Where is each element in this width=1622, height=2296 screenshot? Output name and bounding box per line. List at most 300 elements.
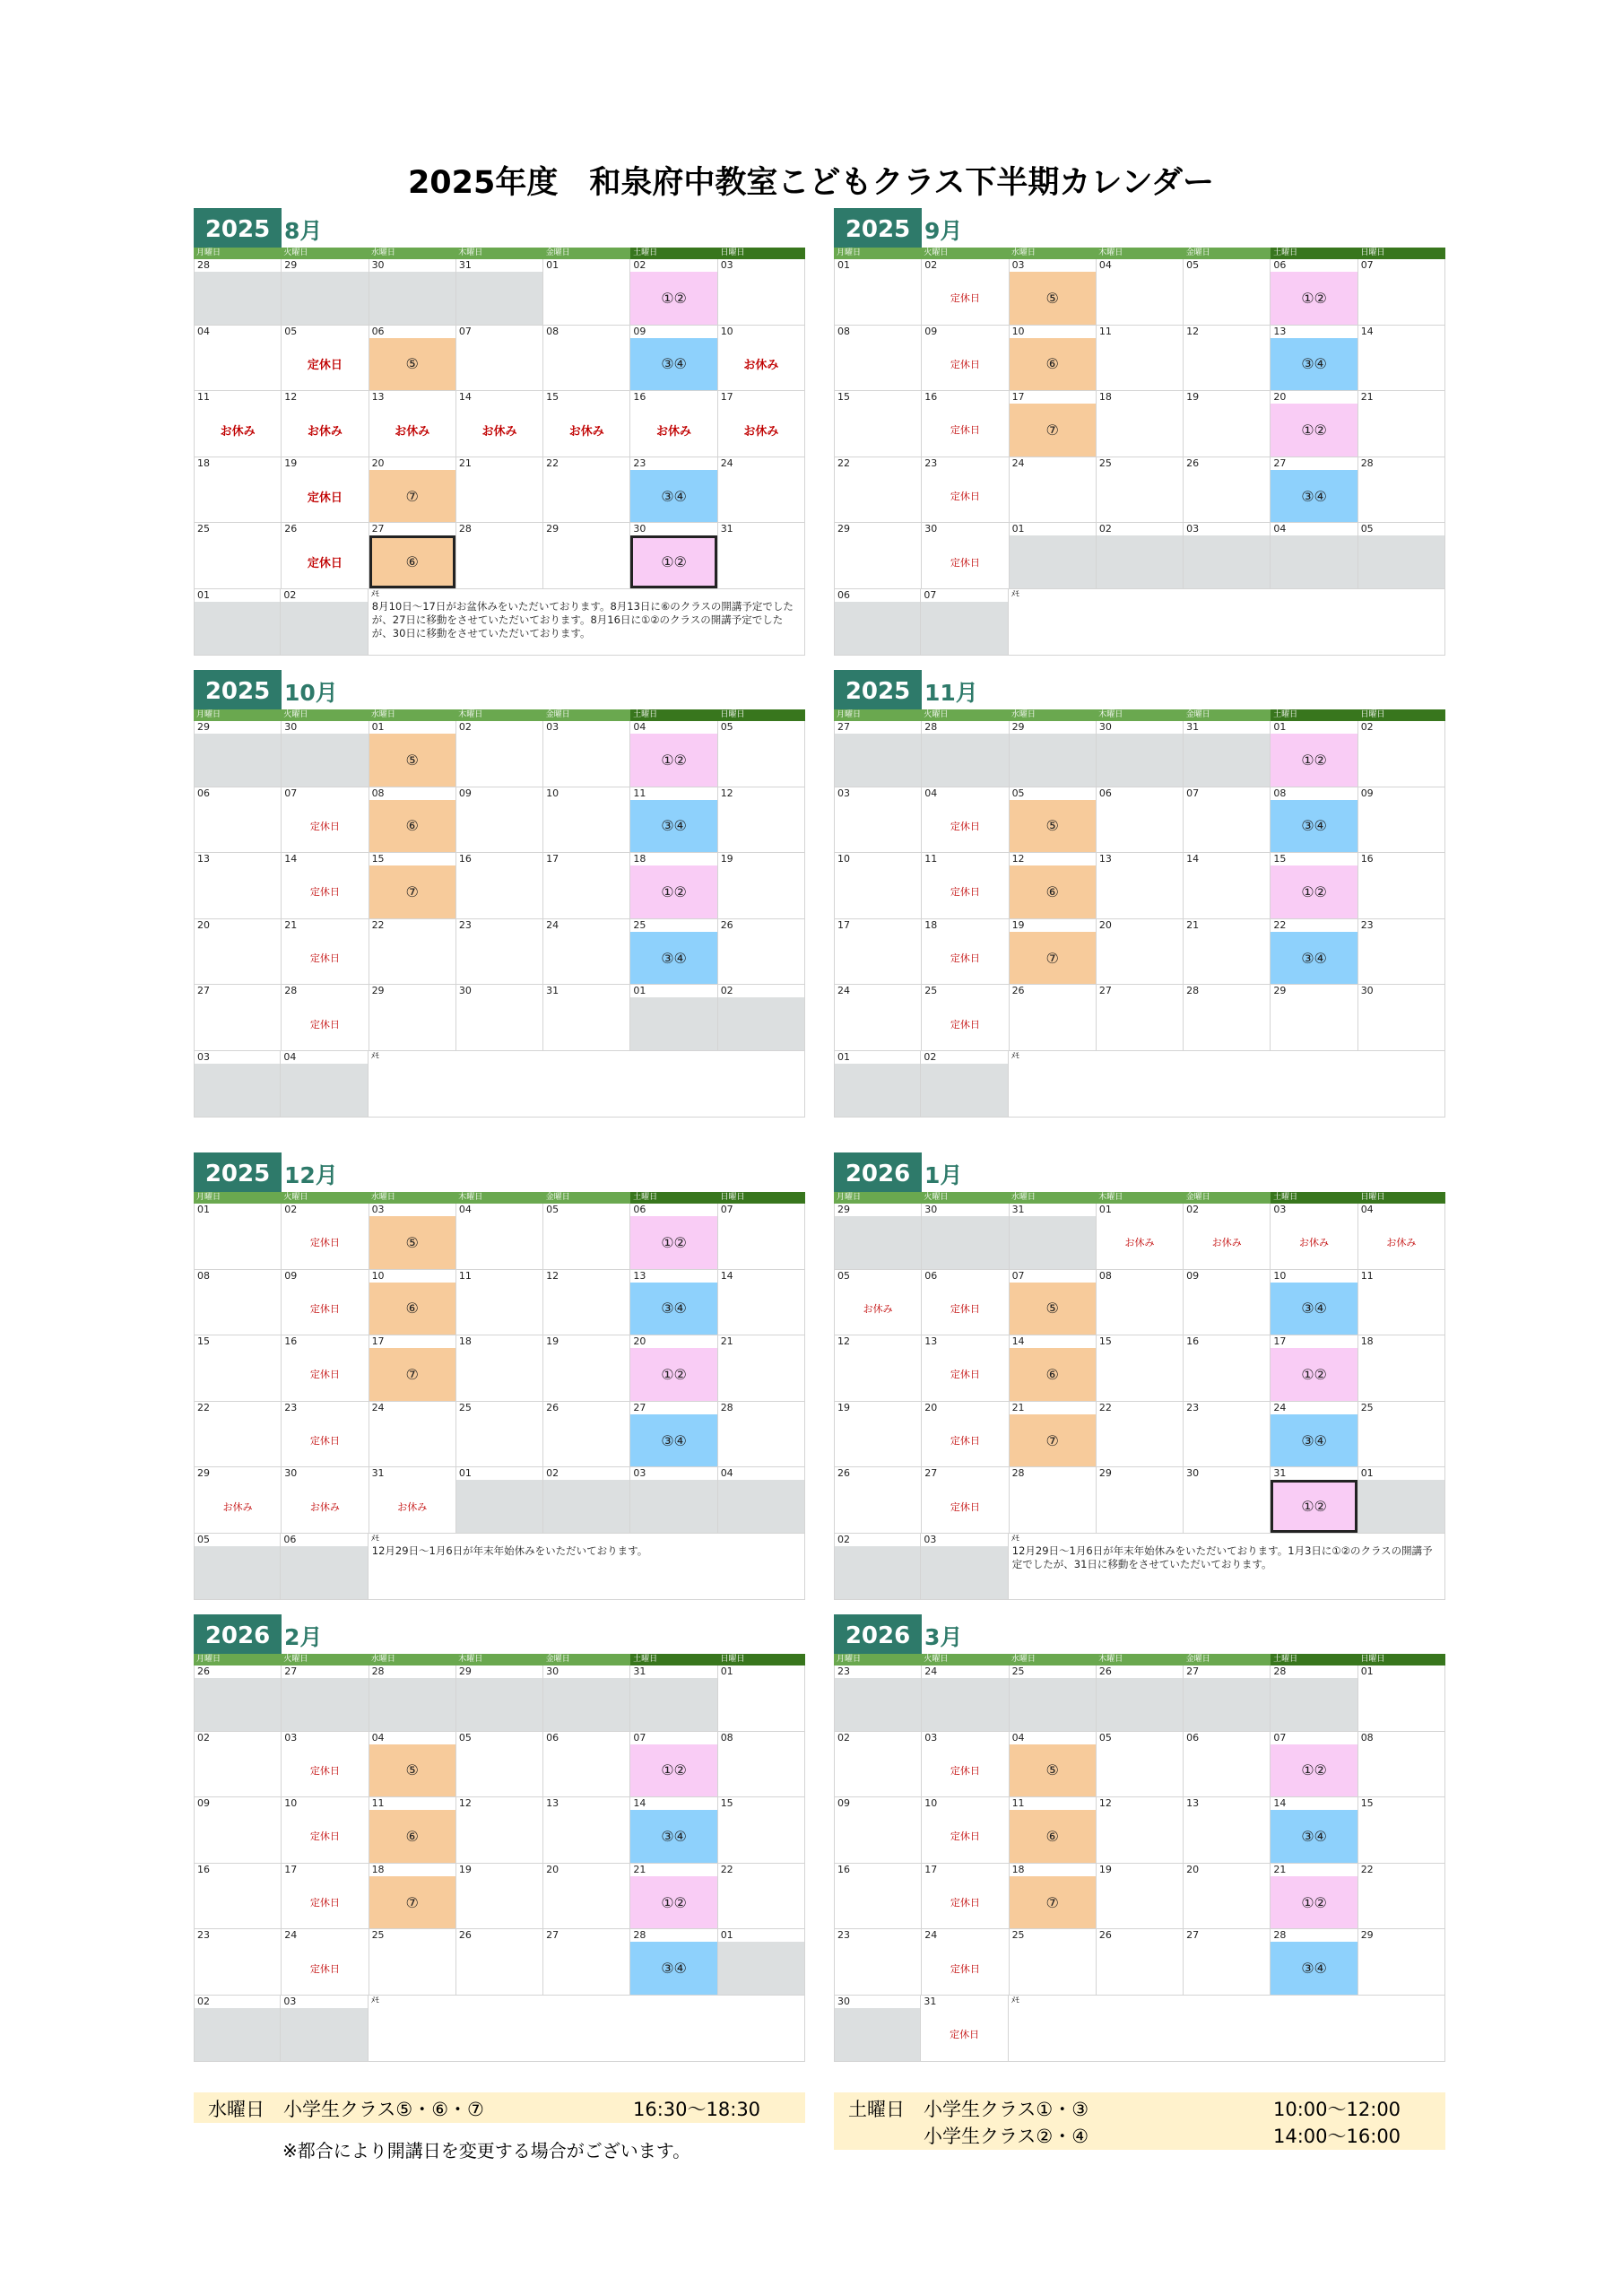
- day-cell: [834, 1402, 922, 1468]
- weekday-label: 火曜日: [281, 1654, 368, 1665]
- day-cell: [456, 853, 543, 919]
- day-number: 04: [456, 1204, 542, 1216]
- year-badge: 2026: [834, 1152, 922, 1192]
- day-cell: [834, 1797, 922, 1864]
- day-number: 21: [1358, 391, 1444, 404]
- day-cell: [834, 919, 922, 986]
- day-body: [1358, 1480, 1444, 1533]
- day-number: 26: [282, 523, 368, 535]
- day-number: 14: [1184, 853, 1270, 865]
- day-body: [543, 1348, 629, 1401]
- day-cell: [369, 985, 456, 1051]
- day-cell: [282, 721, 369, 787]
- day-cell: [630, 721, 717, 787]
- day-body: [282, 338, 368, 391]
- day-body: [1010, 1876, 1096, 1929]
- day-number: 19: [543, 1335, 629, 1348]
- day-number: 20: [630, 1335, 716, 1348]
- holiday-label: 定休日: [309, 886, 340, 899]
- day-cell: [1097, 457, 1184, 524]
- day-body: [369, 338, 455, 391]
- day-cell: [718, 787, 805, 854]
- day-body: [281, 1064, 367, 1117]
- day-cell: [922, 1270, 1009, 1336]
- day-body: [922, 404, 1008, 457]
- class-mark: ③④: [1301, 1431, 1327, 1449]
- year-badge: 2025: [834, 670, 922, 709]
- day-body: [835, 2008, 920, 2061]
- weekday-label: 日曜日: [718, 709, 805, 721]
- day-body: [282, 1414, 368, 1467]
- day-body: [456, 1414, 542, 1467]
- day-body: [1097, 734, 1183, 787]
- day-cell: [194, 1864, 282, 1930]
- day-cell: [922, 259, 1009, 326]
- day-cell: [1358, 1929, 1445, 1996]
- day-number: 02: [835, 1732, 921, 1744]
- day-body: [1010, 404, 1096, 457]
- week-row: [834, 721, 1445, 787]
- schedule-sat-time1: 10:00～12:00: [1273, 2099, 1401, 2120]
- weekday-label: 土曜日: [1271, 709, 1357, 721]
- day-body: [1097, 1283, 1183, 1335]
- day-number: 03: [1184, 523, 1270, 535]
- day-body: [1010, 932, 1096, 985]
- day-body: [543, 1216, 629, 1269]
- day-number: 08: [835, 326, 921, 338]
- day-number: 30: [543, 1665, 629, 1678]
- day-body: [543, 535, 629, 588]
- weekday-label: 金曜日: [543, 709, 630, 721]
- class-mark: ③④: [661, 1300, 687, 1318]
- schedule-saturday: [834, 2092, 1445, 2150]
- month-label: 1月: [924, 1162, 963, 1188]
- calendar-header: [834, 208, 1445, 248]
- day-number: 26: [543, 1402, 629, 1414]
- day-body: [718, 1414, 804, 1467]
- holiday-label: 定休日: [950, 1369, 980, 1381]
- day-body: [1097, 865, 1183, 918]
- day-body: [1184, 338, 1270, 391]
- day-number: 24: [1271, 1402, 1357, 1414]
- day-cell: [282, 1797, 369, 1864]
- day-number: 19: [456, 1864, 542, 1876]
- day-number: 22: [195, 1402, 281, 1414]
- weekday-label: 水曜日: [369, 248, 455, 259]
- week-row: [194, 1665, 805, 1732]
- day-body: [369, 1678, 455, 1731]
- day-body: [718, 1678, 804, 1731]
- day-number: 30: [630, 523, 716, 535]
- weekday-label: 月曜日: [834, 1192, 921, 1204]
- day-body: [1358, 470, 1444, 523]
- memo-label: ﾒﾓ: [1010, 1051, 1019, 1061]
- day-number: 04: [922, 787, 1008, 800]
- day-body: [369, 535, 455, 588]
- calendar-jan-2026: [834, 1152, 1445, 1600]
- day-number: 14: [1358, 326, 1444, 338]
- day-cell: [194, 1797, 282, 1864]
- day-cell: [194, 853, 282, 919]
- day-number: 05: [1358, 523, 1444, 535]
- day-number: 07: [456, 326, 542, 338]
- day-body: [718, 1744, 804, 1797]
- day-cell: [1010, 1270, 1097, 1336]
- holiday-label: お休み: [743, 359, 779, 373]
- day-number: 16: [1184, 1335, 1270, 1348]
- day-number: 20: [922, 1402, 1008, 1414]
- day-body: [1097, 1216, 1183, 1269]
- day-body: [1184, 1678, 1270, 1731]
- day-cell: [194, 919, 282, 986]
- day-cell: [194, 326, 282, 392]
- day-number: 14: [1271, 1797, 1357, 1810]
- day-cell: [456, 721, 543, 787]
- memo-day-cell: [194, 1996, 281, 2062]
- day-number: 22: [1358, 1864, 1444, 1876]
- day-number: 26: [1097, 1665, 1183, 1678]
- class-mark: ①②: [661, 289, 687, 307]
- schedule-wed-time: 16:30～18:30: [633, 2099, 761, 2120]
- year-badge: 2026: [834, 1614, 922, 1654]
- week-row: [834, 391, 1445, 457]
- day-body: [1271, 1876, 1357, 1929]
- day-number: 30: [282, 721, 368, 734]
- day-number: 12: [282, 391, 368, 404]
- day-number: 13: [1097, 853, 1183, 865]
- day-number: 28: [922, 721, 1008, 734]
- day-body: [835, 1480, 921, 1533]
- day-cell: [1097, 1204, 1184, 1270]
- weekday-label: 水曜日: [1009, 1192, 1096, 1204]
- day-cell: [543, 457, 630, 524]
- day-body: [543, 800, 629, 853]
- week-row: [834, 1467, 1445, 1534]
- day-number: 25: [1097, 457, 1183, 470]
- class-mark: ③④: [1301, 487, 1327, 505]
- weekday-label: 土曜日: [630, 1192, 717, 1204]
- day-number: 29: [1097, 1467, 1183, 1480]
- day-cell: [369, 721, 456, 787]
- calendar-oct-2025: [194, 670, 805, 1118]
- weekday-label: 日曜日: [718, 1192, 805, 1204]
- day-body: [456, 865, 542, 918]
- day-number: 02: [543, 1467, 629, 1480]
- day-body: [282, 1216, 368, 1269]
- weekday-label: 木曜日: [1096, 248, 1183, 259]
- class-mark: ①②: [1301, 751, 1327, 769]
- day-number: 27: [1271, 457, 1357, 470]
- day-body: [543, 1942, 629, 1995]
- day-cell: [543, 1402, 630, 1468]
- day-body: [369, 1348, 455, 1401]
- weekday-label: 水曜日: [369, 709, 455, 721]
- holiday-label: 定休日: [309, 1435, 340, 1448]
- day-cell: [1358, 853, 1445, 919]
- day-cell: [282, 326, 369, 392]
- day-cell: [630, 1929, 717, 1996]
- day-number: 12: [718, 787, 804, 800]
- day-cell: [1271, 523, 1357, 589]
- day-body: [922, 1480, 1008, 1533]
- day-number: 27: [543, 1929, 629, 1942]
- day-body: [1271, 932, 1357, 985]
- day-cell: [543, 985, 630, 1051]
- day-number: 22: [835, 457, 921, 470]
- week-row: [194, 1797, 805, 1864]
- day-cell: [1184, 1204, 1271, 1270]
- day-body: [369, 470, 455, 523]
- day-number: 27: [1097, 985, 1183, 997]
- day-body: [1097, 1414, 1183, 1467]
- day-cell: [834, 1270, 922, 1336]
- holiday-label: 定休日: [309, 952, 340, 965]
- day-cell: [1010, 1204, 1097, 1270]
- calendar-header: [834, 1152, 1445, 1192]
- day-cell: [718, 1929, 805, 1996]
- day-body: [1184, 1348, 1270, 1401]
- day-number: 28: [195, 259, 281, 272]
- weekday-label: 土曜日: [630, 709, 717, 721]
- day-number: 12: [456, 1797, 542, 1810]
- day-body: [922, 997, 1008, 1050]
- day-number: 01: [369, 721, 455, 734]
- class-mark: ⑤: [1045, 1761, 1059, 1779]
- day-body: [456, 272, 542, 325]
- day-cell: [1010, 523, 1097, 589]
- weekday-label: 木曜日: [455, 709, 542, 721]
- week-row: [194, 259, 805, 326]
- weekday-label: 火曜日: [921, 1192, 1008, 1204]
- day-body: [1010, 272, 1096, 325]
- day-body: [921, 1064, 1007, 1117]
- day-number: 27: [369, 523, 455, 535]
- day-cell: [1271, 457, 1357, 524]
- weekday-label: 日曜日: [718, 248, 805, 259]
- day-number: 31: [718, 523, 804, 535]
- day-number: 28: [282, 985, 368, 997]
- day-number: 01: [718, 1929, 804, 1942]
- day-number: 16: [282, 1335, 368, 1348]
- day-number: 10: [835, 853, 921, 865]
- day-body: [1271, 1480, 1357, 1533]
- day-number: 01: [1358, 1467, 1444, 1480]
- day-number: 08: [543, 326, 629, 338]
- day-body: [1358, 404, 1444, 457]
- day-number: 28: [718, 1402, 804, 1414]
- day-body: [835, 535, 921, 588]
- day-number: 02: [282, 1204, 368, 1216]
- day-cell: [834, 259, 922, 326]
- day-cell: [369, 1797, 456, 1864]
- day-number: 23: [1184, 1402, 1270, 1414]
- day-number: 24: [922, 1929, 1008, 1942]
- day-number: 13: [543, 1797, 629, 1810]
- day-cell: [456, 1204, 543, 1270]
- day-body: [1097, 1480, 1183, 1533]
- memo-row: [194, 1051, 805, 1118]
- day-number: 17: [1271, 1335, 1357, 1348]
- class-mark: ⑦: [405, 1365, 419, 1383]
- schedule-wed-day: 水曜日: [208, 2099, 265, 2120]
- day-cell: [1010, 853, 1097, 919]
- day-cell: [282, 1929, 369, 1996]
- day-number: 25: [1010, 1665, 1096, 1678]
- day-body: [1271, 997, 1357, 1050]
- day-body: [1358, 1744, 1444, 1797]
- day-cell: [630, 1797, 717, 1864]
- day-number: 01: [1358, 1665, 1444, 1678]
- day-number: 20: [1184, 1864, 1270, 1876]
- day-cell: [1358, 391, 1445, 457]
- holiday-label: 定休日: [307, 359, 343, 373]
- day-cell: [922, 853, 1009, 919]
- day-number: 07: [1184, 787, 1270, 800]
- day-cell: [630, 1864, 717, 1930]
- day-number: 01: [195, 589, 280, 602]
- day-number: 27: [630, 1402, 716, 1414]
- class-mark: ⑦: [405, 1893, 419, 1911]
- day-body: [195, 1414, 281, 1467]
- weekday-label: 木曜日: [455, 1654, 542, 1665]
- day-number: 31: [456, 259, 542, 272]
- class-mark: ⑥: [1045, 1365, 1059, 1383]
- day-body: [1184, 734, 1270, 787]
- memo-row: [194, 589, 805, 656]
- calendar-mar-2026: [834, 1614, 1445, 2062]
- day-number: 03: [1010, 259, 1096, 272]
- day-number: 19: [282, 457, 368, 470]
- day-body: [1271, 404, 1357, 457]
- day-number: 03: [718, 259, 804, 272]
- day-number: 17: [369, 1335, 455, 1348]
- class-mark: ③④: [661, 949, 687, 967]
- day-number: 29: [195, 721, 281, 734]
- day-body: [1097, 1744, 1183, 1797]
- day-body: [456, 404, 542, 457]
- weekday-label: 水曜日: [1009, 248, 1096, 259]
- day-body: [281, 2008, 367, 2061]
- day-number: 23: [456, 919, 542, 932]
- day-number: 28: [456, 523, 542, 535]
- class-mark: ③④: [661, 487, 687, 505]
- day-cell: [922, 1665, 1009, 1732]
- day-cell: [1271, 326, 1357, 392]
- day-cell: [1271, 1732, 1357, 1798]
- day-number: 08: [369, 787, 455, 800]
- day-body: [1358, 865, 1444, 918]
- day-number: 28: [1184, 985, 1270, 997]
- day-number: 25: [195, 523, 281, 535]
- day-body: [1184, 404, 1270, 457]
- holiday-label: お休み: [309, 1500, 340, 1513]
- day-cell: [1358, 985, 1445, 1051]
- day-body: [195, 734, 281, 787]
- day-body: [282, 1876, 368, 1929]
- day-cell: [718, 1402, 805, 1468]
- weekday-label: 金曜日: [543, 248, 630, 259]
- day-body: [922, 1744, 1008, 1797]
- day-number: 30: [369, 259, 455, 272]
- day-cell: [194, 1335, 282, 1402]
- calendar-dec-2025: [194, 1152, 805, 1600]
- holiday-label: 定休日: [950, 292, 980, 305]
- day-body: [1097, 800, 1183, 853]
- day-cell: [1097, 1467, 1184, 1534]
- day-cell: [456, 523, 543, 589]
- weekday-header-row: [834, 1654, 1445, 1665]
- day-body: [1358, 1348, 1444, 1401]
- week-row: [834, 1402, 1445, 1468]
- day-cell: [1358, 1204, 1445, 1270]
- day-cell: [456, 391, 543, 457]
- day-cell: [543, 523, 630, 589]
- memo-day-cell: [194, 1051, 281, 1118]
- week-row: [194, 1864, 805, 1930]
- day-number: 29: [835, 523, 921, 535]
- day-number: 01: [1271, 721, 1357, 734]
- day-body: [1358, 734, 1444, 787]
- day-number: 25: [369, 1929, 455, 1942]
- day-cell: [718, 1335, 805, 1402]
- day-number: 31: [1184, 721, 1270, 734]
- day-cell: [194, 985, 282, 1051]
- day-number: 02: [456, 721, 542, 734]
- day-number: 27: [282, 1665, 368, 1678]
- day-body: [922, 1216, 1008, 1269]
- day-body: [195, 1283, 281, 1335]
- day-number: 30: [835, 1996, 920, 2008]
- day-number: 19: [1184, 391, 1270, 404]
- day-cell: [718, 391, 805, 457]
- day-number: 03: [195, 1051, 280, 1064]
- day-body: [630, 865, 716, 918]
- holiday-label: 定休日: [950, 1831, 980, 1843]
- holiday-label: 定休日: [950, 1897, 980, 1909]
- day-number: 15: [835, 391, 921, 404]
- day-number: 16: [835, 1864, 921, 1876]
- day-number: 31: [1010, 1204, 1096, 1216]
- day-cell: [1184, 1402, 1271, 1468]
- day-number: 03: [921, 1534, 1007, 1546]
- weekday-label: 金曜日: [1184, 248, 1271, 259]
- class-mark: ⑤: [1045, 1300, 1059, 1318]
- day-cell: [282, 523, 369, 589]
- day-cell: [922, 457, 1009, 524]
- day-cell: [1184, 391, 1271, 457]
- day-body: [1358, 800, 1444, 853]
- holiday-label: お休み: [568, 424, 604, 439]
- day-body: [630, 1678, 716, 1731]
- day-body: [195, 1064, 280, 1117]
- day-body: [922, 338, 1008, 391]
- day-body: [630, 997, 716, 1050]
- day-number: 18: [456, 1335, 542, 1348]
- day-number: 27: [1184, 1665, 1270, 1678]
- week-row: [194, 721, 805, 787]
- day-number: 21: [1271, 1864, 1357, 1876]
- day-cell: [1358, 259, 1445, 326]
- day-number: 01: [456, 1467, 542, 1480]
- memo-label: ﾒﾓ: [370, 1051, 379, 1061]
- day-number: 19: [718, 853, 804, 865]
- calendar-sep-2025: [834, 208, 1445, 656]
- day-cell: [1271, 1929, 1357, 1996]
- day-body: [922, 1283, 1008, 1335]
- day-cell: [630, 787, 717, 854]
- day-body: [456, 997, 542, 1050]
- day-number: 09: [630, 326, 716, 338]
